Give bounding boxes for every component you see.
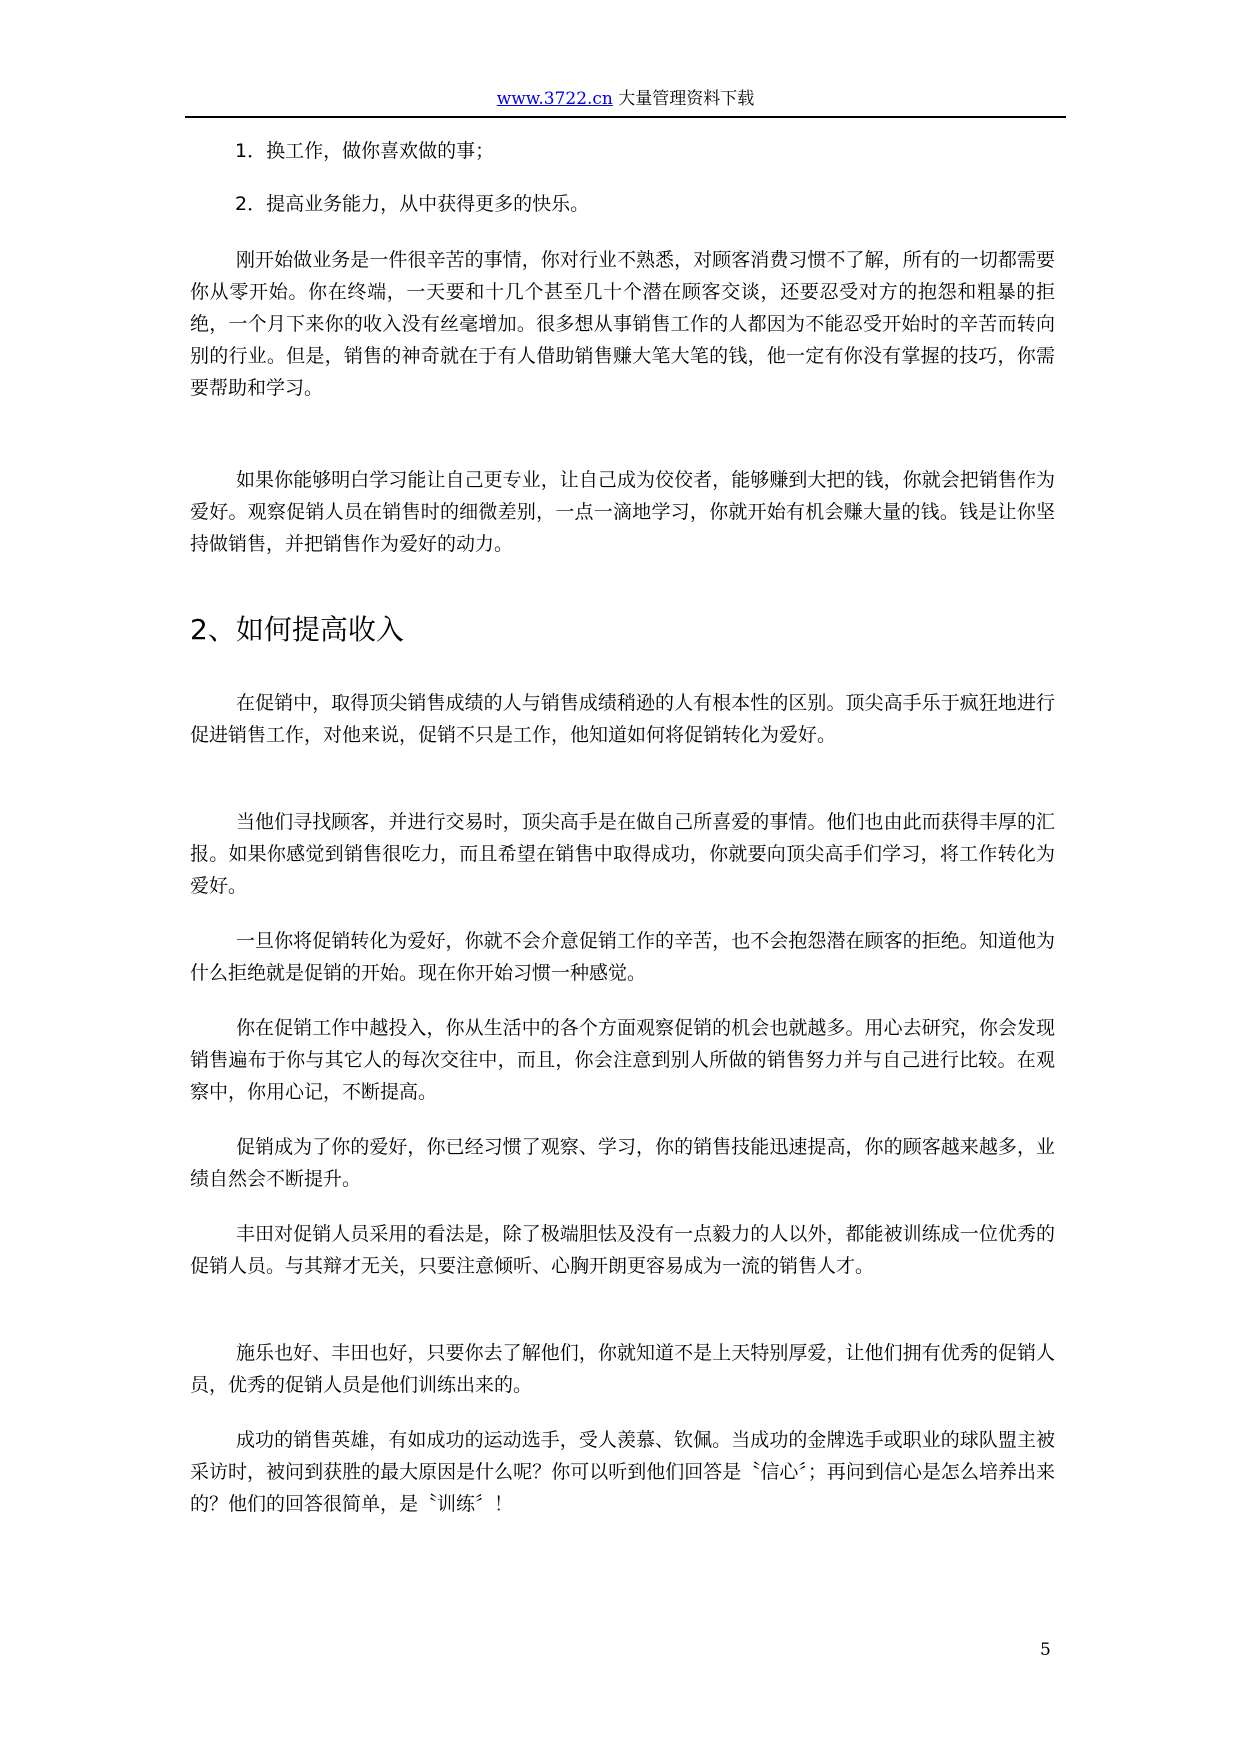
paragraph: 在促销中，取得顶尖销售成绩的人与销售成绩稍逊的人有根本性的区别。顶尖高手乐于疯狂地进行促进销售工作，对他来说，促销不只是工作，他知道如何将促销转化为爱好。 bbox=[190, 692, 1055, 746]
paragraph: 你在促销工作中越投入，你从生活中的各个方面观察促销的机会也就越多。用心去研究，你会发现销售遍布于你与其它人的每次交往中，而且，你会注意到别人所做的销售努力并与自己进行比较。在观察中，你用心记，不断提高。 bbox=[190, 1017, 1055, 1103]
paragraph: 如果你能够明白学习能让自己更专业，让自己成为佼佼者，能够赚到大把的钱，你就会把销售作为爱好。观察促销人员在销售时的细微差别，一点一滴地学习，你就开始有机会赚大量的钱。钱是让你坚持做销售，并把销售作为爱好的动力。 bbox=[190, 469, 1055, 555]
list-item: 2．提高业务能力，从中获得更多的快乐。 bbox=[235, 193, 590, 215]
paragraph: 一旦你将促销转化为爱好，你就不会介意促销工作的辛苦，也不会抱怨潜在顾客的拒绝。知道他为什么拒绝就是促销的开始。现在你开始习惯一种感觉。 bbox=[190, 930, 1055, 984]
header-link[interactable]: www.3722.cn bbox=[496, 89, 613, 109]
paragraph: 刚开始做业务是一件很辛苦的事情，你对行业不熟悉，对顾客消费习惯不了解，所有的一切都需要你从零开始。你在终端，一天要和十几个甚至几十个潜在顾客交谈，还要忍受对方的抱怨和粗暴的拒绝，一个月下来你的收入没有丝毫增加。很多想从事销售工作的人都因为不能忍受开始时的辛苦而转向别的行业。但是，销售的神奇就在于有人借助销售赚大笔大笔的钱，他一定有你没有掌握的技巧，你需要帮助和学习。 bbox=[190, 249, 1055, 399]
paragraph: 促销成为了你的爱好，你已经习惯了观察、学习，你的销售技能迅速提高，你的顾客越来越多，业绩自然会不断提升。 bbox=[190, 1136, 1055, 1190]
page-header bbox=[185, 86, 1066, 112]
header-text: 大量管理资料下载 bbox=[612, 89, 755, 109]
section-heading: 2、如何提高收入 bbox=[190, 613, 404, 646]
page-number: 5 bbox=[1040, 1640, 1051, 1660]
paragraph: 当他们寻找顾客，并进行交易时，顶尖高手是在做自己所喜爱的事情。他们也由此而获得丰厚的汇报。如果你感觉到销售很吃力，而且希望在销售中取得成功，你就要向顶尖高手们学习，将工作转化为爱好。 bbox=[190, 811, 1055, 897]
list-item: 1．换工作，做你喜欢做的事； bbox=[235, 140, 495, 162]
paragraph: 丰田对促销人员采用的看法是，除了极端胆怯及没有一点毅力的人以外，都能被训练成一位优秀的促销人员。与其辩才无关，只要注意倾听、心胸开朗更容易成为一流的销售人才。 bbox=[190, 1223, 1055, 1277]
header-divider bbox=[185, 116, 1066, 118]
paragraph: 施乐也好、丰田也好，只要你去了解他们，你就知道不是上天特别厚爱，让他们拥有优秀的促销人员，优秀的促销人员是他们训练出来的。 bbox=[190, 1342, 1055, 1396]
paragraph: 成功的销售英雄，有如成功的运动选手，受人羡慕、钦佩。当成功的金牌选手或职业的球队盟主被采访时，被问到获胜的最大原因是什么呢？你可以听到他们回答是〝信心〞；再问到信心是怎么培养出来的？他们的回答很简单，是〝训练〞！ bbox=[190, 1429, 1055, 1515]
